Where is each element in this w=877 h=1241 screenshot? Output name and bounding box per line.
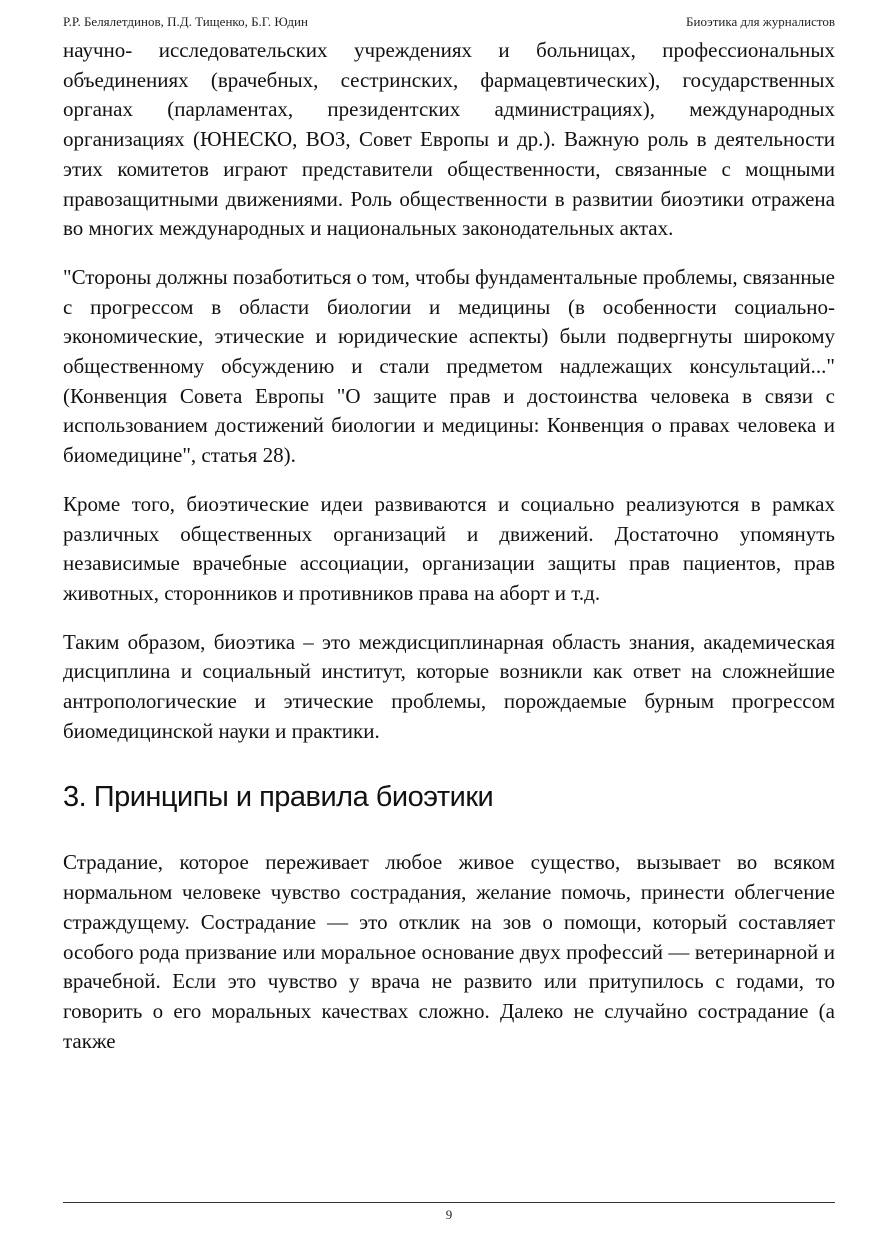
footer-divider [63,1202,835,1203]
paragraph-convention-quote: "Стороны должны позаботиться о том, чтобы фундаментальные проблемы, связанные с прогрессом в области биологии и медицины (в особенности социально-экономические, этические и юридические аспекты) были подвергнуты широкому общественному обсуждению и стали предметом надлежащих консультаций..." (Конвенция Совета Европы "О защите прав и достоинства человека в связи с использованием достижений биологии и медицины: Конвенция о правах человека и биомедицине", статья 28). [63,264,835,468]
paragraph-ethics-committees: научно- исследовательских учреждениях и больницах, профессиональных объединениях (врачебных, сестринских, фармацевтических), государственных органах (парламентах, президентских администрациях), международных организациях (ЮНЕСКО, ВОЗ, Совет Европы и др.). Важную роль в деятельности этих комитетов играют представители общественности, связанные с мощными правозащитными движениями. Роль общественности в развитии биоэтики отражена во многих международных и национальных законодательных актах. [63,38,835,241]
paragraph-conclusion: Таким образом, биоэтика – это междисциплинарная область знания, академическая дисциплина и социальный институт, которые возникли как ответ на сложнейшие антропологические и этические проблемы, порождаемые бурным прогрессом биомедицинской науки и практики. [63,629,835,743]
document-page [63,0,835,1241]
page-body [63,36,835,1056]
page-number: 9 [445,1207,453,1222]
paragraph-public-organizations: Кроме того, биоэтические идеи развиваются и социально реализуются в рамках различных общественных организаций и движений. Достаточно упомянуть независимые врачебные ассоциации, организации защиты прав пациентов, прав животных, сторонников и противников права на аборт и т.д. [63,491,835,605]
section-heading: 3. Принципы и правила биоэтики [63,781,494,814]
running-header [63,14,835,30]
header-book-title: Биоэтика для журналистов [686,14,835,29]
paragraph-compassion: Страдание, которое переживает любое живое существо, вызывает во всяком нормальном человеке чувство сострадания, желание помочь, принести облегчение страждущему. Сострадание — это отклик на зов о помощи, который составляет особого рода призвание или моральное основание двух профессий — ветеринарной и врачебной. Если это чувство у врача не развито или притупилось с годами, то говорить о его моральных качествах сложно. Далеко не случайно сострадание (а также [63,850,835,1053]
header-authors: Р.Р. Белялетдинов, П.Д. Тищенко, Б.Г. Юдин [63,14,308,29]
